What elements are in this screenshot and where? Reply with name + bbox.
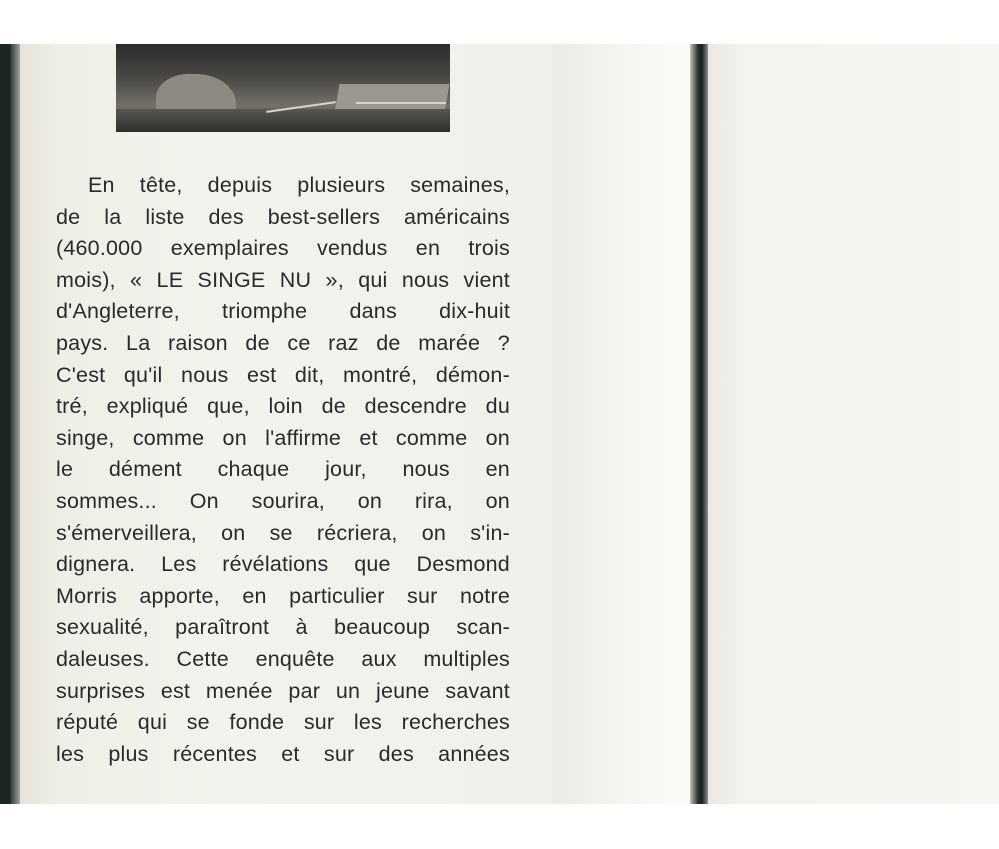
text-line: de la liste des best-sellers américains xyxy=(56,204,510,229)
book-gutter xyxy=(690,44,710,804)
text-line: sommes... On sourira, on rira, on xyxy=(56,488,510,513)
text-line: (460.000 exemplaires vendus en trois xyxy=(56,236,510,261)
text-line: sexualité, paraîtront à beaucoup scan- xyxy=(56,615,510,640)
text-line: pays. La raison de ce raz de marée ? xyxy=(56,330,510,355)
printed-photo xyxy=(116,44,450,132)
text-line: mois), « LE SINGE NU », qui nous vient xyxy=(56,267,510,292)
text-line: Morris apporte, en particulier sur notre xyxy=(56,583,510,608)
text-line: réputé qui se fonde sur les recherches xyxy=(56,710,510,735)
book-photo xyxy=(0,44,999,804)
blank-page xyxy=(552,44,692,804)
text-line: tré, expliqué que, loin de descendre du xyxy=(56,394,510,419)
text-line: dignera. Les révélations que Desmond xyxy=(56,552,510,577)
text-line: s'émerveillera, on se récriera, on s'in- xyxy=(56,520,510,545)
book-text-block xyxy=(56,170,510,770)
right-page xyxy=(708,44,999,804)
text-line: En tête, depuis plusieurs semaines, xyxy=(88,173,510,197)
text-line: les plus récentes et sur des années xyxy=(56,741,510,766)
text-line: le dément chaque jour, nous en xyxy=(56,457,510,482)
text-line: surprises est menée par un jeune savant xyxy=(56,678,510,703)
text-line: d'Angleterre, triomphe dans dix-huit xyxy=(56,299,510,324)
text-line: daleuses. Cette enquête aux multiples xyxy=(56,646,510,671)
left-page xyxy=(20,44,552,804)
text-line: C'est qu'il nous est dit, montré, démon- xyxy=(56,362,510,387)
text-line: singe, comme on l'affirme et comme on xyxy=(56,425,510,450)
